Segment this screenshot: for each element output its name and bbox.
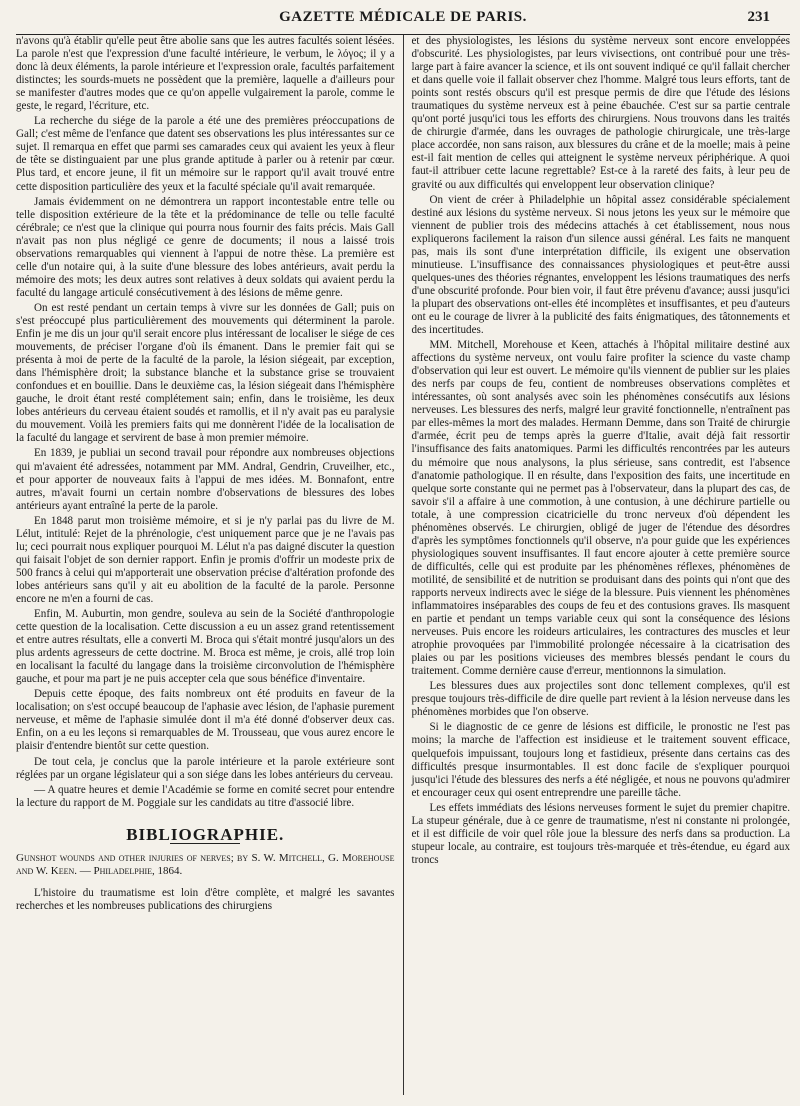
paragraph: On est resté pendant un certain temps à vivre sur les données de Gall; puis on s'est préoccupé plus particulièrement des mouvements qui déterminent la parole. Enfin je me dis un jour qu'il serait encore plus intéressant de localiser le siége de ces mouvements, de préciser l'organe d'où ils émanent. Dans le premier fait qui se présenta à moi de perte de la faculté de la parole, la lésion siégeait, par exception, dans l'hémisphère droit; la substance blanche et la substance grise se trouvaient confondues et en bouillie. Dans le deuxième cas, la lésion siégeait dans l'hémisphère gauche, le droit étant resté complétement sain; enfin, dans le troisième, les deux lobes antérieurs du cerveau étaient soudés et ramollis, et il n'y avait pas eu paralysie du mouvement. Voilà les premiers faits qui me donnèrent l'idée de la localisation de la faculté du langage et servirent de base à mon premier mémoire. bbox=[16, 301, 395, 445]
paragraph: — A quatre heures et demie l'Académie se forme en comité secret pour entendre la lecture du rapport de M. Poggiale sur les candidats au titre d'associé libre. bbox=[16, 783, 395, 809]
paragraph: Depuis cette époque, des faits nombreux ont été produits en faveur de la localisation; on s'est occupé beaucoup de l'aphasie avec lésion, de l'aphasie purement nerveuse, et même de l'aphasie simulée dont il m'a été donné d'observer deux cas. Enfin, on a eu les leçons si remarquables de M. Trousseau, que vous aurez encore le plaisir d'entendre bientôt sur cette question. bbox=[16, 688, 395, 753]
paragraph: Enfin, M. Auburtin, mon gendre, souleva au sein de la Société d'anthropologie cette question de la localisation. Cette discussion a eu un assez grand retentissement et entre autres résultats, elle a converti M. Broca qui s'était montré jusqu'alors un des plus ardents agresseurs de cette doctrine. M. Broca est même, je crois, allé trop loin en localisant la faculté du langage dans la troisième circonvolution de l'hémisphère gauche, et pour ma part je ne puis accepter cela que sous bénéfice d'inventaire. bbox=[16, 608, 395, 686]
paragraph: La recherche du siége de la parole a été une des premières préoccupations de Gall; c'est même de l'enfance que datent ses observations les plus intéressantes sur ce sujet. Il remarqua en effet que parmi ses camarades ceux qui avaient les yeux à fleur de tête se distinguaient par une plus grande aptitude à parler ou à retenir par cœur. Plus tard, et encore jeune, il fit un mémoire sur le rapport qu'il avait trouvé entre cette disposition particulière des yeux et la faculté spéciale qu'il avait remarquée. bbox=[16, 115, 395, 193]
paragraph: De tout cela, je conclus que la parole intérieure et la parole extérieure sont réglées par un organe législateur qui a son siége dans les lobes antérieurs du cerveau. bbox=[16, 755, 395, 781]
left-column bbox=[16, 35, 403, 1095]
paragraph: Jamais évidemment on ne démontrera un rapport incontestable entre telle ou telle disposition extérieure de la tête et la prédominance de telle ou telle faculté cérébrale; ce n'est que la clinique qui pourra nous fournir des faits précis. Mais Gall n'avait pas non plus négligé ce genre de documents; il nous a laissé trois observations remarquables qui viennent à l'appui de notre thèse. La première est celle d'un notaire qui, à la suite d'une blessure des lobes antérieurs, avait perdu la mémoire des mots; les deux autres sont relatives à deux soldats qui avaient perdu la faculté du langage articulé consécutivement à des lésions de même genre. bbox=[16, 195, 395, 299]
paragraph: MM. Mitchell, Morehouse et Keen, attachés à l'hôpital militaire destiné aux affections du système nerveux, ont voulu faire profiter la science du vaste champ d'observation qui leur est ouvert. Le mémoire qu'ils viennent de publier sur les plaies des nerfs par coups de feu, contient de nombreuses observations complètes et intéressantes, où sont analysés avec soin les phénomènes consécutifs aux lésions nerveuses. Les blessures des nerfs, malgré leur gravité fonctionnelle, n'entraînent pas par elles-mêmes la mort des malades. Hermann Demme, dans son Traité de chirurgie d'armée, écrit peu de temps après la guerre d'Italie, avait déjà fait ressortir l'insuffisance des faits anatomiques. Parmi les difficultés rencontrées par les auteurs du mémoire que nous analysons, la plus sérieuse, sans contredit, est l'absence d'anatomie pathologique. Il en résulte, dans l'exposition des faits, une incertitude en quelque sorte constante qui ne permet pas à l'observateur, dans la plupart des cas, de savoir s'il a affaire à une commotion, à une contusion, à une déchirure partielle ou totale, à une compression cicatricielle du tronc nerveux d'où dépendent les phénomènes observés. Le chirurgien, obligé de juger de l'étendue des désordres d'après les symptômes fonctionnels qu'il observe, n'a pour guide que les expériences physiologiques souvent insuffisantes. Il faut encore ajouter à cette première source de difficultés, celle qui est produite par les phénomènes réflexes, phénomènes de motilité, de sensibilité et de nutrition se produisant dans des points qui n'ont que des rapports nerveux indirects avec le siége de la blessure. Puis viennent les phénomènes inflammatoires inséparables des coups de feu et des contusions graves. Ils masquent en partie et pendant un temps variable ceux qui sont la conséquence des lésions nerveuses. Puis encore les roideurs articulaires, les contractures des muscles et leur atrophie provoquées par l'immobilité prolongée nécessaire à la cicatrisation des plaies ou par les positions vicieuses des membres blessés pendant le cours du traitement. Comme dernière cause d'erreur, mentionnons la simulation. bbox=[411, 339, 790, 678]
bibliographic-reference: Gunshot wounds and other injuries of nerves; by S. W. Mitchell, G. Morehouse and W. Keen. — Philadelphie, 1864. bbox=[16, 851, 395, 878]
paragraph: L'histoire du traumatisme est loin d'être complète, et malgré les savantes recherches et les nombreuses publications des chirurgiens bbox=[16, 886, 395, 912]
paragraph: Les blessures dues aux projectiles sont donc tellement complexes, qu'il est presque toujours très-difficile de dire quelle part revient à la lésion nerveuse dans les phénomènes morbides que l'on observe. bbox=[411, 680, 790, 719]
paragraph: n'avons qu'à établir qu'elle peut être abolie sans que les autres facultés soient lésées. La parole n'est que l'expression d'une faculté intérieure, le verbum, le λόγος; il y a donc là deux éléments, la parole intérieure et l'expression orale, facultés parfaitement distinctes; les sourds-muets ne possèdent que la première, laquelle a d'ailleurs pour se manifester d'autres modes que ce qu'on appelle vulgairement la parole, comme le geste, le regard, l'écriture, etc. bbox=[16, 35, 395, 113]
paragraph: Les effets immédiats des lésions nerveuses forment le sujet du premier chapitre. La stupeur générale, due à ce genre de traumatisme, n'est ni constante ni prolongée, et il est difficile de voir quel rôle joue la blessure des nerfs dans sa production. La stupeur locale, au contraire, est toujours très-marquée et très-étendue, eu égard aux troncs bbox=[411, 801, 790, 866]
page-number: 231 bbox=[747, 9, 770, 25]
right-column bbox=[403, 35, 791, 1095]
text-columns bbox=[16, 35, 790, 1095]
section-title: BIBLIOGRAPHIE. bbox=[126, 824, 285, 844]
paragraph: En 1848 parut mon troisième mémoire, et si je n'y parlai pas du livre de M. Lélut, intitulé: Rejet de la phrénologie, c'est uniquement parce que je ne l'avais pas lu; ceci pourrait nous expliquer pourquoi M. Lélut n'a pas daigné discuter la question qui faisait l'objet de son dernier rapport. Enfin je promis d'offrir un modeste prix de 500 francs à celui qui m'apporterait une observation précise d'altération profonde des lobes antérieurs sans qu'il y ait eu abolition de la faculté de la parole. Personne encore ne m'en a fourni de cas. bbox=[16, 514, 395, 605]
paragraph: On vient de créer à Philadelphie un hôpital assez considérable spécialement destiné aux lésions du système nerveux. Si nous jetons les yeux sur le mémoire que viennent de publier trois des médecins attachés à cet établissement, nous nous expliquerons facilement la raison d'un silence aussi général. Les faits ne manquent pas, mais ils sont d'une interprétation difficile, ils exigent une observation minutieuse. L'insuffisance des connaissances physiologiques et peut-être aussi quelques-unes des théories régnantes, enveloppent les lésions traumatiques des nerfs d'une obscurité profonde. Pour bien voir, il faut être prévenu d'avance; aussi jusqu'ici la plupart des observations ont-elles été incomplètes et insuffisantes, et peu d'auteurs ont eu le courage de livrer à la publicité des faits énigmatiques, des tâtonnements et des incertitudes. bbox=[411, 193, 790, 337]
running-head bbox=[16, 0, 790, 35]
paragraph: et des physiologistes, les lésions du système nerveux sont encore enveloppées d'obscurité. Les physiologistes, par leurs vivisections, ont contribué pour une très-large part à faire avancer la science, et ils ont souvent indiqué ce qu'il fallait chercher et dans quelle voie il fallait observer chez l'homme. Malgré tous leurs efforts, tant de points sont restés obscurs qu'il est presque permis de dire que l'étude des lésions traumatiques du système nerveux est à peine ébauchée. C'est sur sa partie centrale qu'ont porté jusqu'ici tous les efforts des chirurgiens. Nous trouvons dans les traités de chirurgie d'armée, dans les ouvrages de pathologie chirurgicale, une très-large place accordée, non sans raison, aux blessures du crâne et de la moelle; mais à peine est-il fait mention de celles qui atteignent le système nerveux périphérique. A quoi faut-il attribuer cette lacune regrettable? Est-ce à la rareté des faits, à leur peu de gravité ou aux difficultés qui enveloppent leur observation clinique? bbox=[411, 35, 790, 191]
paragraph: En 1839, je publiai un second travail pour répondre aux nombreuses objections qui m'avaient été adressées, notamment par MM. Andral, Gendrin, Cruveilher, etc., et pour apporter de nouveaux faits à l'appui de mes idées. M. Bonnafont, entre autres, m'avait fourni un certain nombre d'observations de blessures des lobes antérieurs ayant entraîné la perte de la parole. bbox=[16, 447, 395, 512]
paragraph: Si le diagnostic de ce genre de lésions est difficile, le pronostic ne l'est pas moins; la marche de l'affection est insidieuse et le traitement souvent efficace, quelquefois impuissant, toujours long et fastidieux, présente dans certains cas des difficultés presque insurmontables. Il est donc facile de s'expliquer pourquoi jusqu'ici l'étude des blessures des nerfs a été négligée, et nous ne pouvons qu'admirer et encourager ceux qui osent entreprendre une pareille tâche. bbox=[411, 721, 790, 799]
journal-title: GAZETTE MÉDICALE DE PARIS. bbox=[279, 8, 527, 25]
